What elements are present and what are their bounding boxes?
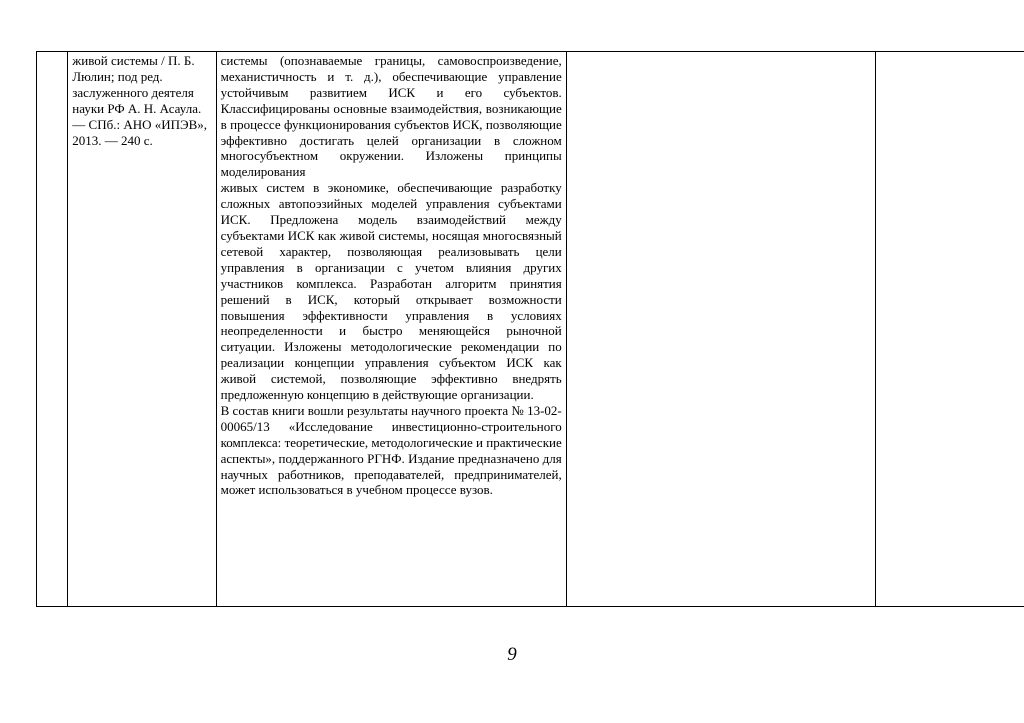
annotation-paragraph: живых систем в экономике, обеспечивающие разработку сложных автопоэзийных моделей управления субъектами ИСК. Предложена модель взаимодействий между субъектами ИСК как живой системы, носящая многосвязный сетевой характер, позволяющая реализовывать цели управления в организации с учетом влияния других участников комплекса. Разработан алгоритм принятия решений в ИСК, который открывает возможности повышения эффективности управления в условиях неопределенности и быстро меняющейся рыночной ситуации. Изложены методологические рекомендации по реализации концепции управления субъектом ИСК как живой системой, позволяющие эффективно внедрять предложенную концепцию в действующие организации. xyxy=(220,180,562,403)
annotation-paragraph: системы (опознаваемые границы, самовоспроизведение, механистичность и т. д.), обеспечивающие управление устойчивым развитием ИСК и его субъектов. Классифицированы основные взаимодействия, возникающие в процессе функционирования субъектов ИСК, позволяющие эффективно достигать целей организации в сложном многосубъектном окружении. Изложены принципы моделирования xyxy=(220,53,562,180)
page-number: 9 xyxy=(507,644,517,665)
annotation-paragraph: В состав книги вошли результаты научного проекта № 13-02-00065/13 «Исследование инвестиционно-строительного комплекса: теоретические, методологические и практические аспекты», поддержанного РГНФ. Издание предназначено для научных работников, преподавателей, предпринимателей, может использоваться в учебном процессе вузов. xyxy=(220,402,562,498)
empty-cell xyxy=(566,52,875,607)
table-row xyxy=(37,52,1024,607)
bibliographic-description-cell: живой системы / П. Б. Люлин; под ред. заслуженного деятеля науки РФ А. Н. Асаула. — СПб.: АНО «ИПЭВ», 2013. — 240 с. xyxy=(68,52,216,607)
annotation-cell xyxy=(216,52,566,607)
row-number-cell xyxy=(37,52,68,607)
bibliography-table xyxy=(36,51,1024,607)
empty-cell xyxy=(875,52,1024,607)
